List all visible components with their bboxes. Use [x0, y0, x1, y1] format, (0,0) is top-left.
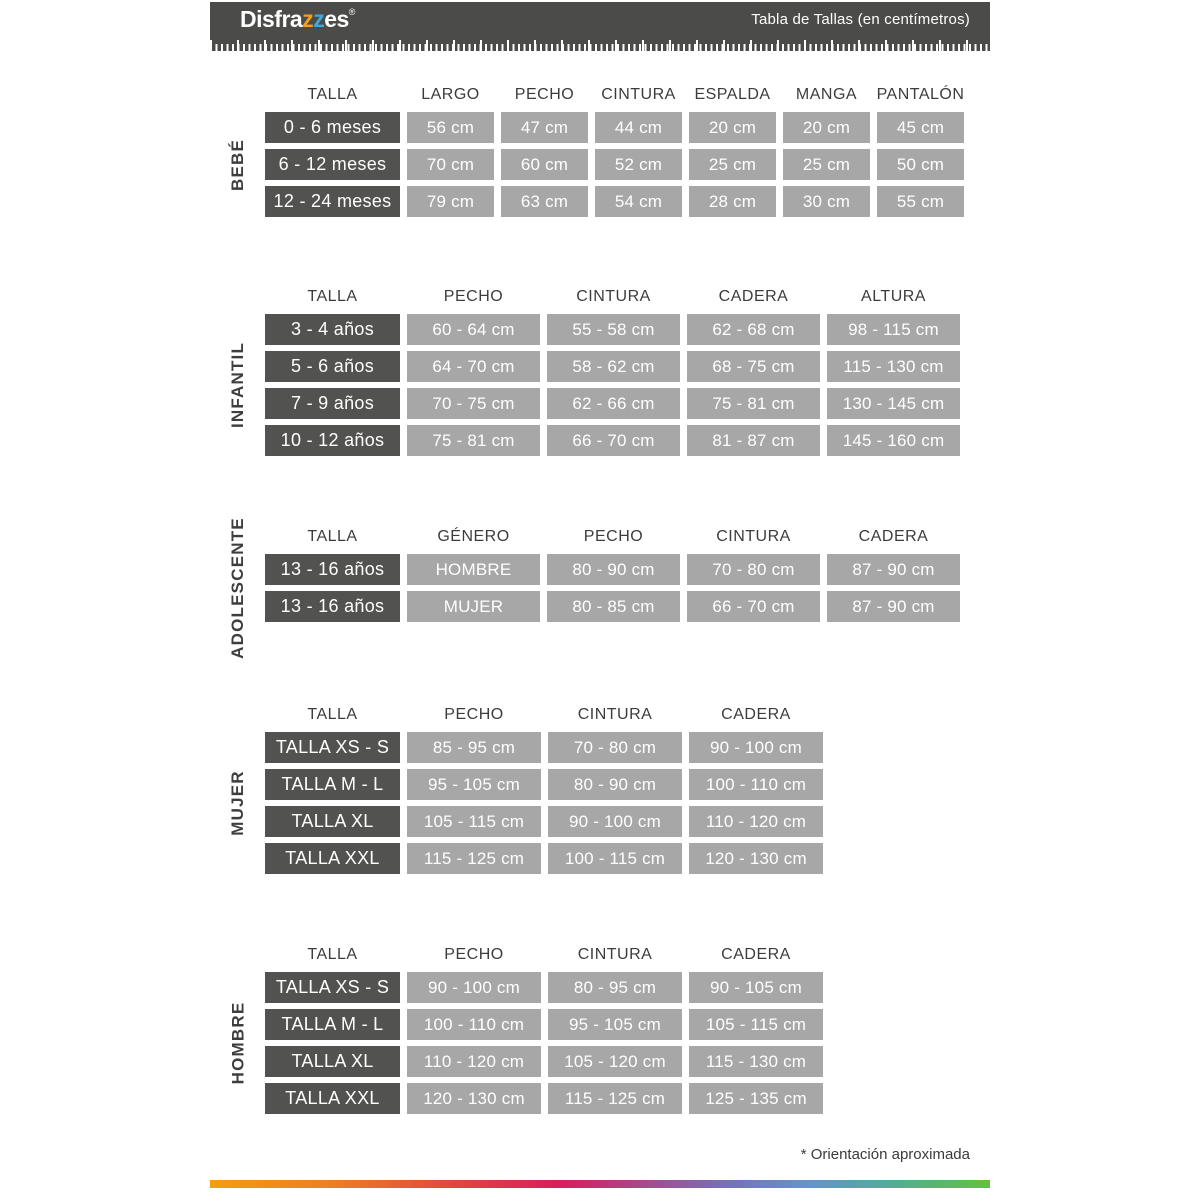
value-cell: 120 - 130 cm [689, 843, 823, 874]
size-label-cell: 12 - 24 meses [265, 186, 400, 217]
column-header: GÉNERO [437, 528, 510, 545]
value-cell: 100 - 110 cm [689, 769, 823, 800]
value-cell: 56 cm [407, 112, 494, 143]
value-cell: 64 - 70 cm [407, 351, 540, 382]
column-header: CINTURA [577, 706, 653, 723]
section-label-text: ADOLESCENTE [228, 517, 247, 659]
value-cell: 45 cm [877, 112, 964, 143]
size-chart [210, 2, 990, 1188]
value-cell: 25 cm [689, 149, 776, 180]
column-header: LARGO [421, 86, 480, 103]
column-header: TALLA [307, 706, 358, 723]
column-header: CINTURA [716, 528, 791, 545]
section-label-infantil [224, 314, 252, 456]
value-cell: 60 cm [501, 149, 588, 180]
column-header: CADERA [721, 706, 791, 723]
value-cell: 145 - 160 cm [827, 425, 960, 456]
column-header: TALLA [307, 288, 358, 305]
value-cell: 54 cm [595, 186, 682, 217]
size-label-cell: TALLA XS - S [265, 972, 400, 1003]
value-cell: 110 - 120 cm [689, 806, 823, 837]
value-cell: 80 - 90 cm [548, 769, 682, 800]
size-label-cell: TALLA M - L [265, 1009, 400, 1040]
section-label-text: INFANTIL [228, 341, 247, 429]
value-cell: 66 - 70 cm [547, 425, 680, 456]
value-cell: 100 - 115 cm [548, 843, 682, 874]
size-table-hombre [265, 944, 990, 1114]
column-header: PANTALÓN [876, 86, 965, 103]
value-cell: 125 - 135 cm [689, 1083, 823, 1114]
logo-z1: z [302, 6, 314, 32]
header-bar [210, 2, 990, 37]
value-cell: 52 cm [595, 149, 682, 180]
value-cell: 20 cm [783, 112, 870, 143]
value-cell: 20 cm [689, 112, 776, 143]
column-header: TALLA [307, 86, 358, 103]
registered-mark: ® [348, 7, 355, 17]
size-label-cell: 5 - 6 años [265, 351, 400, 382]
value-cell: 79 cm [407, 186, 494, 217]
value-cell: 80 - 85 cm [547, 591, 680, 622]
value-cell: 66 - 70 cm [687, 591, 820, 622]
column-header: PECHO [583, 528, 644, 545]
section-adolescente [210, 517, 990, 659]
value-cell: 70 cm [407, 149, 494, 180]
column-header: ALTURA [861, 288, 926, 305]
column-header: TALLA [307, 528, 358, 545]
sections [210, 84, 990, 1114]
value-cell: 30 cm [783, 186, 870, 217]
size-table-bebe [265, 84, 990, 217]
value-cell: 63 cm [501, 186, 588, 217]
value-cell: 58 - 62 cm [547, 351, 680, 382]
size-label-cell: TALLA XL [265, 1046, 400, 1077]
value-cell: 115 - 125 cm [407, 843, 541, 874]
size-label-cell: 0 - 6 meses [265, 112, 400, 143]
size-label-cell: TALLA M - L [265, 769, 400, 800]
value-cell: 62 - 66 cm [547, 388, 680, 419]
column-header: CINTURA [576, 288, 651, 305]
value-cell: 85 - 95 cm [407, 732, 541, 763]
size-label-cell: TALLA XL [265, 806, 400, 837]
size-label-cell: 6 - 12 meses [265, 149, 400, 180]
section-label-mujer [224, 732, 252, 874]
size-label-cell: TALLA XXL [265, 843, 400, 874]
size-table-mujer [265, 704, 990, 874]
column-header: CINTURA [601, 86, 676, 103]
value-cell: 120 - 130 cm [407, 1083, 541, 1114]
value-cell: 44 cm [595, 112, 682, 143]
value-cell: 50 cm [877, 149, 964, 180]
value-cell: 28 cm [689, 186, 776, 217]
value-cell: 90 - 100 cm [548, 806, 682, 837]
column-header: CADERA [718, 288, 789, 305]
section-hombre [210, 944, 990, 1114]
value-cell: 60 - 64 cm [407, 314, 540, 345]
value-cell: MUJER [407, 591, 540, 622]
size-table-adolescente [265, 526, 990, 622]
value-cell: 55 - 58 cm [547, 314, 680, 345]
section-infantil [210, 286, 990, 456]
value-cell: 95 - 105 cm [548, 1009, 682, 1040]
size-label-cell: TALLA XXL [265, 1083, 400, 1114]
value-cell: 62 - 68 cm [687, 314, 820, 345]
value-cell: 70 - 75 cm [407, 388, 540, 419]
value-cell: HOMBRE [407, 554, 540, 585]
value-cell: 47 cm [501, 112, 588, 143]
logo-z2: z [313, 6, 325, 32]
value-cell: 68 - 75 cm [687, 351, 820, 382]
rainbow-bar [210, 1180, 990, 1188]
size-label-cell: 3 - 4 años [265, 314, 400, 345]
logo-text-1: Disfra [240, 6, 303, 32]
footnote: * Orientación aproximada [800, 1146, 970, 1163]
value-cell: 105 - 115 cm [407, 806, 541, 837]
section-label-hombre [224, 972, 252, 1114]
section-label-bebe [224, 112, 252, 217]
size-label-cell: 10 - 12 años [265, 425, 400, 456]
value-cell: 90 - 105 cm [689, 972, 823, 1003]
column-header: ESPALDA [694, 86, 771, 103]
section-label-text: BEBÉ [228, 138, 248, 191]
size-label-cell: TALLA XS - S [265, 732, 400, 763]
value-cell: 90 - 100 cm [689, 732, 823, 763]
size-label-cell: 13 - 16 años [265, 591, 400, 622]
size-label-cell: 13 - 16 años [265, 554, 400, 585]
ruler-graphic [210, 37, 990, 51]
section-label-text: MUJER [228, 770, 248, 836]
value-cell: 80 - 95 cm [548, 972, 682, 1003]
value-cell: 98 - 115 cm [827, 314, 960, 345]
section-bebe [210, 84, 990, 217]
column-header: MANGA [795, 86, 858, 103]
column-header: PECHO [444, 946, 504, 963]
brand-logo [240, 8, 355, 31]
value-cell: 55 cm [877, 186, 964, 217]
value-cell: 80 - 90 cm [547, 554, 680, 585]
size-label-cell: 7 - 9 años [265, 388, 400, 419]
value-cell: 87 - 90 cm [827, 554, 960, 585]
value-cell: 105 - 115 cm [689, 1009, 823, 1040]
column-header: CINTURA [577, 946, 653, 963]
value-cell: 75 - 81 cm [407, 425, 540, 456]
value-cell: 75 - 81 cm [687, 388, 820, 419]
value-cell: 95 - 105 cm [407, 769, 541, 800]
size-table-infantil [265, 286, 990, 456]
value-cell: 100 - 110 cm [407, 1009, 541, 1040]
section-label-adolescente [224, 517, 252, 659]
value-cell: 115 - 130 cm [689, 1046, 823, 1077]
column-header: PECHO [443, 288, 504, 305]
value-cell: 90 - 100 cm [407, 972, 541, 1003]
value-cell: 25 cm [783, 149, 870, 180]
value-cell: 115 - 125 cm [548, 1083, 682, 1114]
column-header: CADERA [721, 946, 791, 963]
value-cell: 70 - 80 cm [548, 732, 682, 763]
logo-text-2: es [324, 6, 349, 32]
column-header: PECHO [444, 706, 504, 723]
column-header: TALLA [307, 946, 358, 963]
value-cell: 115 - 130 cm [827, 351, 960, 382]
value-cell: 81 - 87 cm [687, 425, 820, 456]
value-cell: 130 - 145 cm [827, 388, 960, 419]
section-label-text: HOMBRE [228, 1001, 248, 1085]
chart-title: Tabla de Tallas (en centímetros) [751, 11, 970, 28]
column-header: PECHO [514, 86, 575, 103]
column-header: CADERA [858, 528, 929, 545]
value-cell: 110 - 120 cm [407, 1046, 541, 1077]
value-cell: 87 - 90 cm [827, 591, 960, 622]
section-mujer [210, 704, 990, 874]
value-cell: 105 - 120 cm [548, 1046, 682, 1077]
value-cell: 70 - 80 cm [687, 554, 820, 585]
